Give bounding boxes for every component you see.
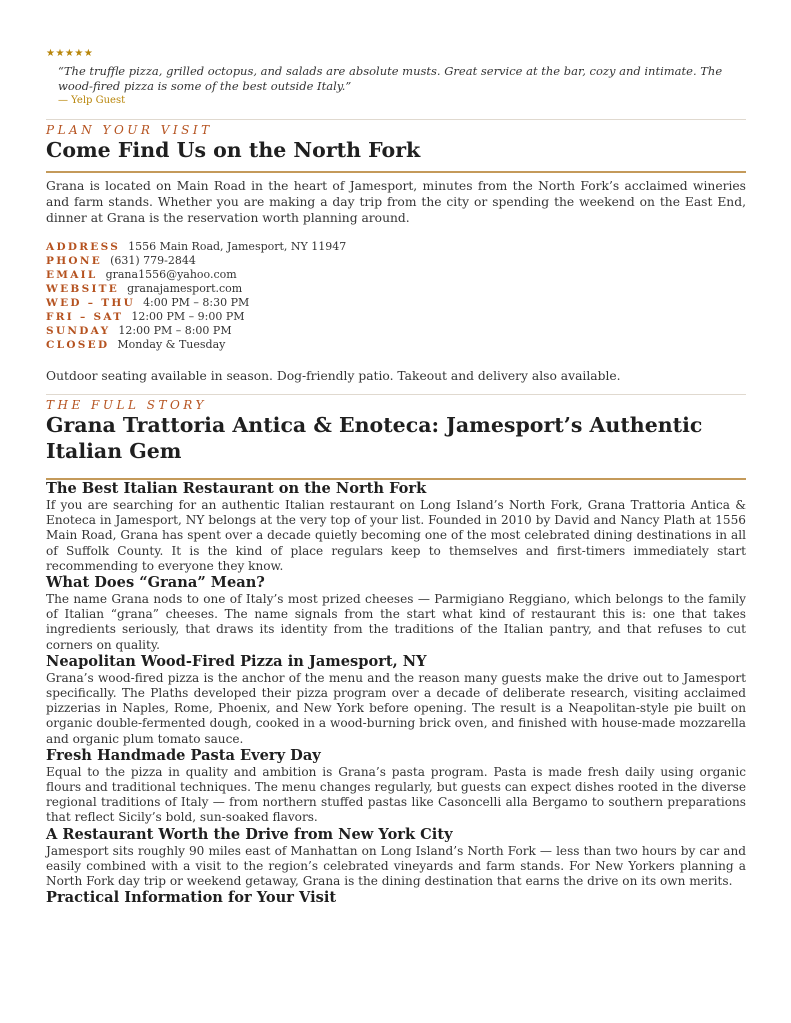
info-value: Monday & Tuesday (117, 338, 226, 351)
divider (46, 119, 746, 120)
section-heading: Fresh Handmade Pasta Every Day (46, 746, 321, 764)
section-body: Grana’s wood-fired pizza is the anchor of the menu and the reason many guests make the drive out to Jamesport specifically. The Plaths developed their pizza program over a decade of deliberate research, visiting acclaimed pizzerias in Naples, Rome, Phoenix, and New York before opening. The result is a Neapolitan-style pie built on organic double-fermented dough, cooked in a wood-burning brick oven, and finished with house-made mozzarella and organic plum tomato sauce. (46, 670, 746, 746)
section-heading: Practical Information for Your Visit (46, 889, 337, 907)
review-quote: “The truffle pizza, grilled octopus, and salads are absolute musts. Great service at the bar, cozy and intimate. The wood-fired pizza is some of the best outside Italy.” (58, 64, 723, 93)
info-hours-fri-sat (46, 310, 746, 324)
info-value[interactable]: (631) 779-2844 (110, 254, 196, 267)
divider (46, 171, 746, 173)
story-section (46, 747, 746, 826)
info-value: 1556 Main Road, Jamesport, NY 11947 (128, 240, 347, 253)
info-label: FRI – SAT (46, 311, 124, 323)
review-source: — Yelp Guest (58, 95, 126, 106)
info-value: 4:00 PM – 8:30 PM (143, 296, 250, 309)
section-body: If you are searching for an authentic Italian restaurant on Long Island’s North Fork, Grana Trattoria Antica & Enoteca in Jamesport, NY belongs at the very top of your list. Founded in 2010 by David and Nancy Plath at 1556 Main Road, Grana has spent over a decade quietly becoming one of the most celebrated dining destinations in all of Suffolk County. It is the kind of place regulars keep to themselves and first-timers immediately start recommending to everyone they know. (46, 498, 746, 573)
info-hours-sunday (46, 324, 746, 338)
visit-intro: Grana is located on Main Road in the heart of Jamesport, minutes from the North Fork’s acclaimed wineries and farm stands. Whether you are making a day trip from the city or spending the weekend on the East End, dinner at Grana is the reservation worth planning around. (46, 179, 746, 225)
page (46, 48, 746, 906)
info-label: CLOSED (46, 339, 110, 351)
story-section (46, 653, 746, 747)
story-section (46, 826, 746, 890)
section-body: Equal to the pizza in quality and ambition is Grana’s pasta program. Pasta is made fresh daily using organic flours and traditional techniques. The menu changes regularly, but guests can expect dishes rooted in the diverse regional traditions of Italy — from northern stuffed pastas like Casoncelli alla Bergamo to southern preparations that reflect Sicily’s bold, sun-soaked flavors. (46, 764, 746, 825)
info-label: ADDRESS (46, 241, 121, 253)
visit-title: Come Find Us on the North Fork (46, 138, 421, 162)
info-label: SUNDAY (46, 325, 111, 337)
info-label: EMAIL (46, 269, 98, 281)
story-section (46, 574, 746, 653)
section-heading: What Does “Grana” Mean? (46, 574, 265, 592)
info-value[interactable]: grana1556@yahoo.com (105, 268, 237, 281)
visit-kicker: PLAN YOUR VISIT (46, 123, 213, 137)
story-kicker: THE FULL STORY (46, 398, 207, 412)
info-label: WEBSITE (46, 283, 120, 295)
divider (46, 394, 746, 395)
section-body: Jamesport sits roughly 90 miles east of Manhattan on Long Island’s North Fork — less than two hours by car and easily combined with a visit to the region’s celebrated vineyards and farm stands. For New Yorkers planning a North Fork day trip or weekend getaway, Grana is the dining destination that earns the drive on its own merits. (46, 843, 746, 889)
section-body: The name Grana nods to one of Italy’s most prized cheeses — Parmigiano Reggiano, which belongs to the family of Italian “grana” cheeses. The name signals from the start what kind of restaurant this is: one that takes ingredients seriously, that draws its identity from the traditions of the Italian pantry, and that refuses to cut corners on quality. (46, 592, 746, 652)
info-value: 12:00 PM – 8:00 PM (118, 324, 232, 337)
story-section (46, 480, 746, 574)
rating-stars: ★★★★★ (46, 48, 94, 59)
info-value[interactable]: granajamesport.com (127, 282, 243, 295)
section-heading: A Restaurant Worth the Drive from New York City (46, 825, 453, 843)
info-phone (46, 254, 746, 268)
info-closed (46, 338, 746, 352)
info-label: WED – THU (46, 297, 136, 309)
info-website (46, 282, 746, 296)
story-section (46, 889, 746, 906)
info-value: 12:00 PM – 9:00 PM (131, 310, 245, 323)
info-email (46, 268, 746, 282)
info-address (46, 240, 746, 254)
visit-note: Outdoor seating available in season. Dog-friendly patio. Takeout and delivery also available. (46, 369, 621, 383)
info-hours-wed-thu (46, 296, 746, 310)
section-heading: Neapolitan Wood-Fired Pizza in Jamesport, NY (46, 652, 427, 670)
section-heading: The Best Italian Restaurant on the North Fork (46, 480, 427, 497)
story-title: Grana Trattoria Antica & Enoteca: Jamesport’s Authentic Italian Gem (46, 413, 703, 463)
info-label: PHONE (46, 255, 103, 267)
visit-info-list (46, 240, 746, 352)
